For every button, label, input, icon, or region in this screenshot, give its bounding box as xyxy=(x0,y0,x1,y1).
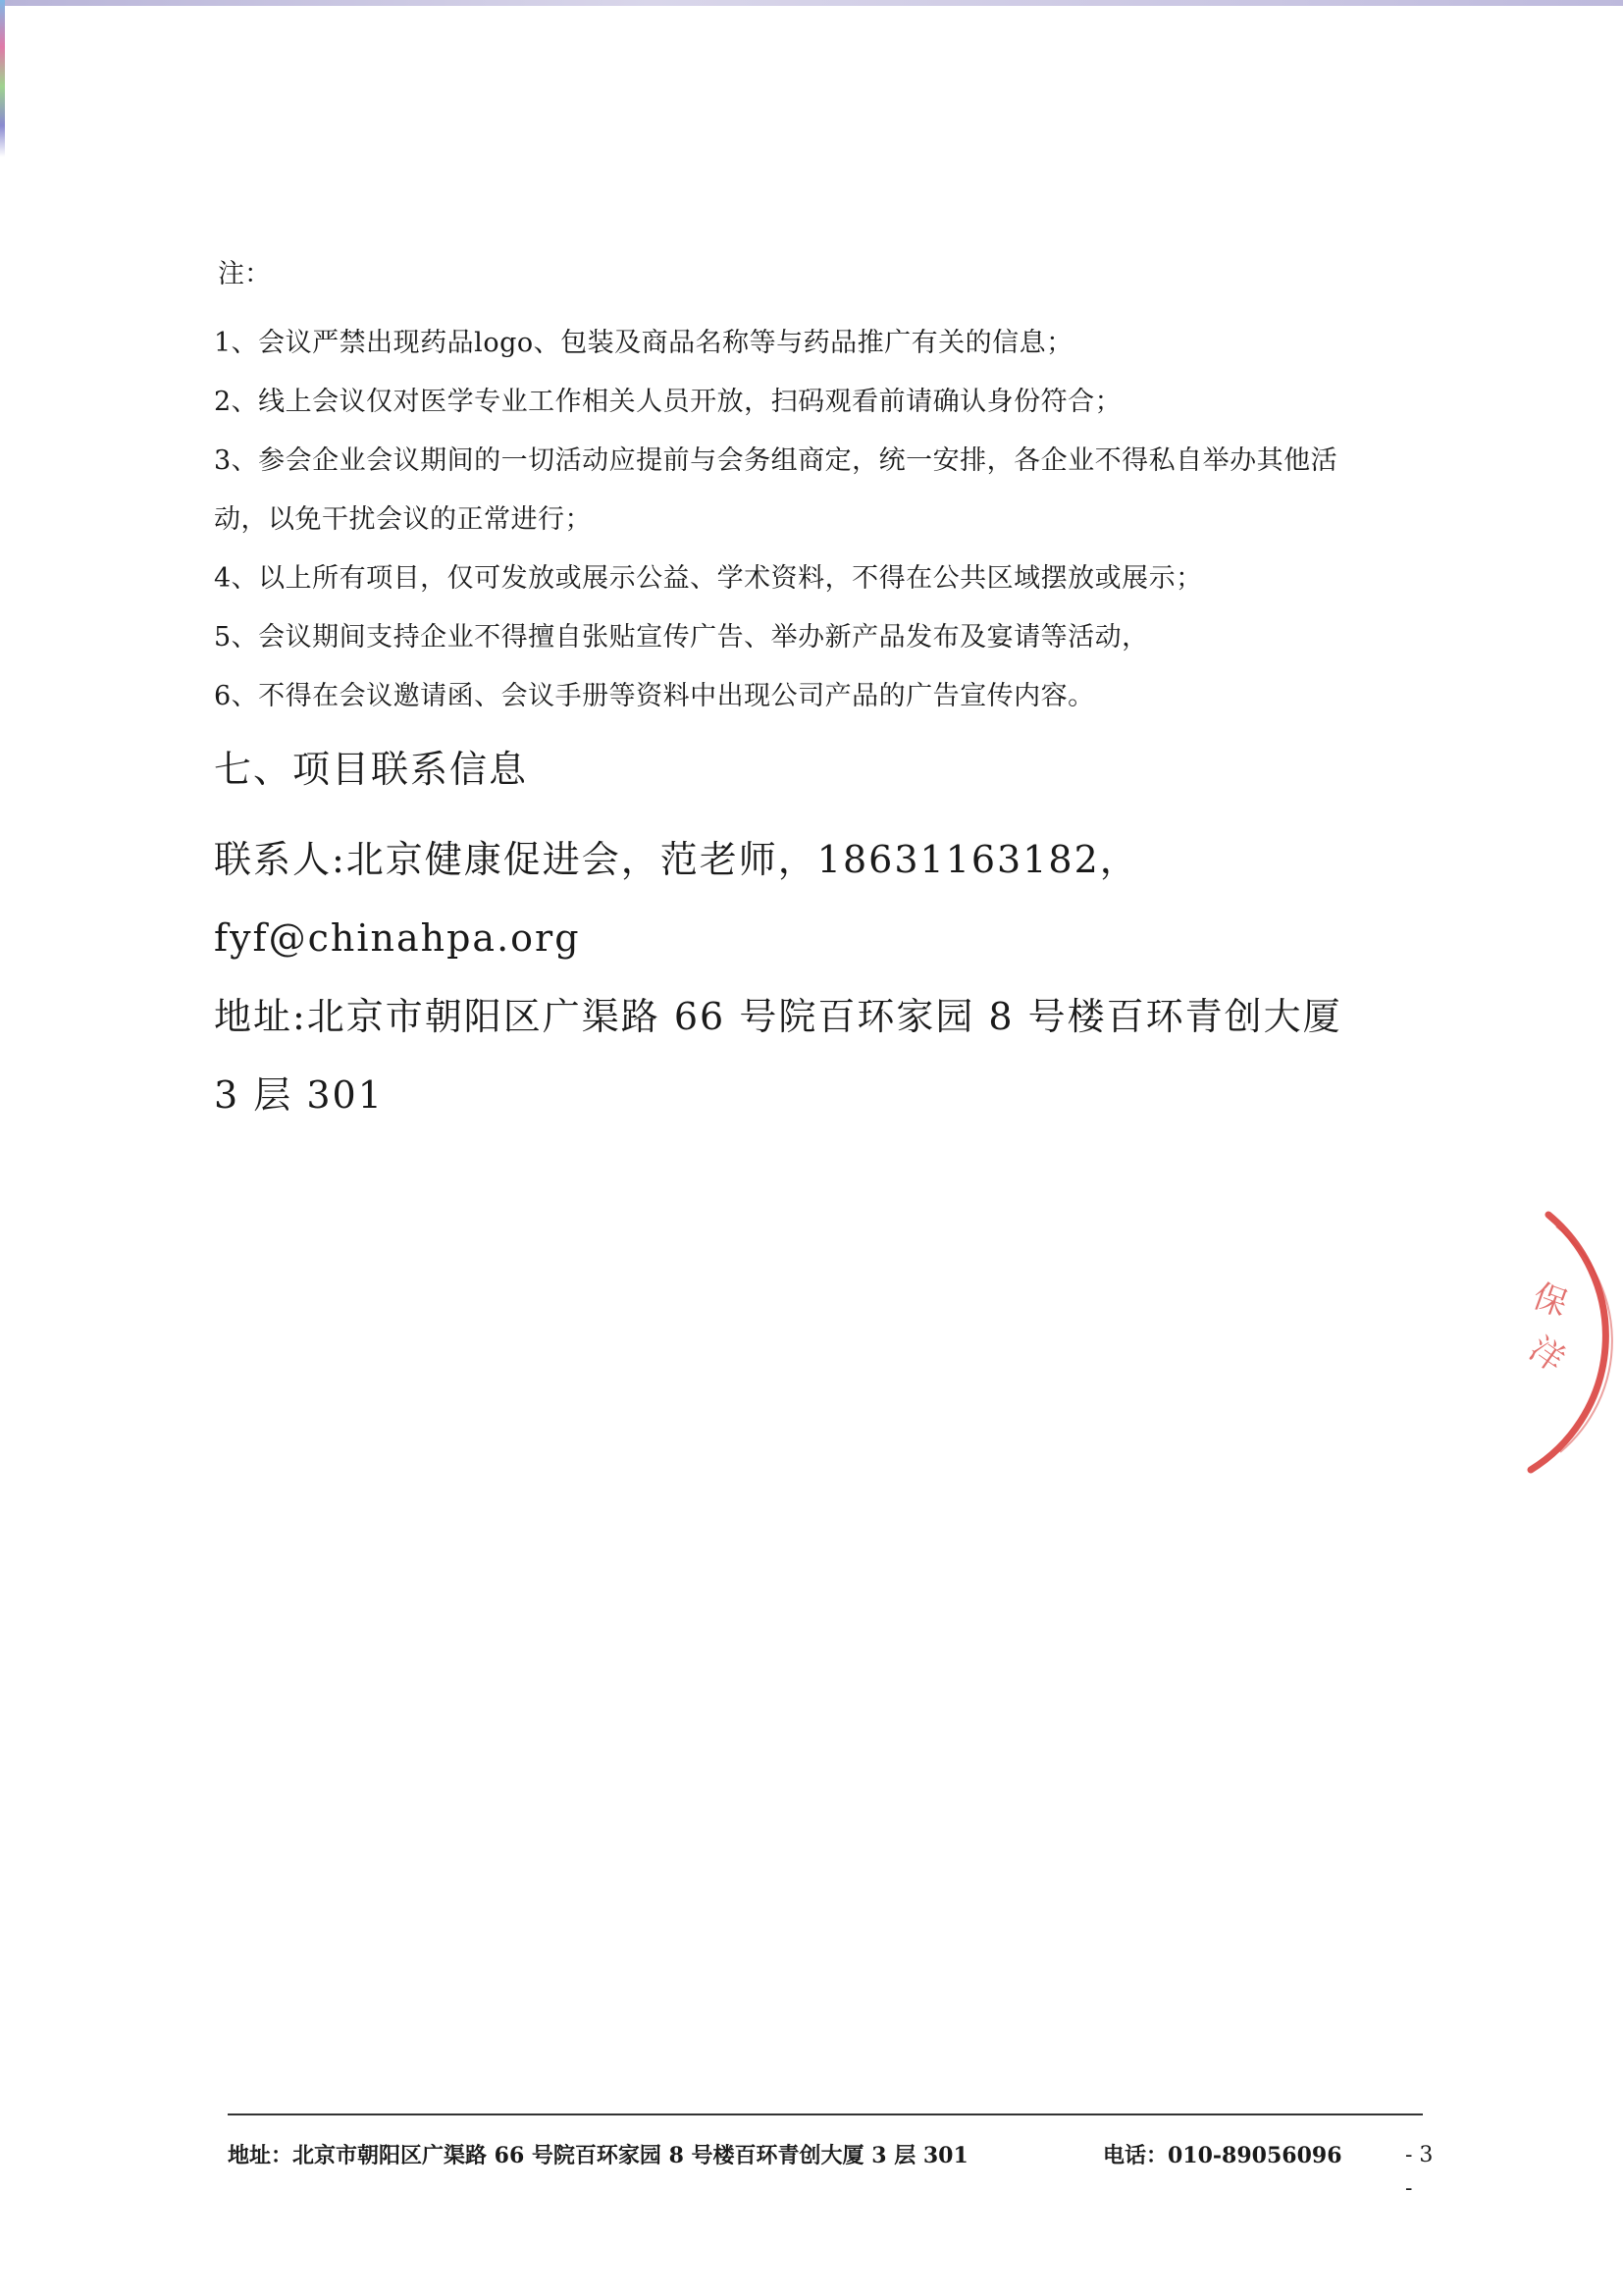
notes-heading: 注： xyxy=(218,259,271,289)
footer-phone: 电话：010-89056096 xyxy=(1103,2143,1342,2168)
contact-email: fyf@chinahpa.org xyxy=(214,916,581,960)
note-item: 动，以免干扰会议的正常进行； xyxy=(214,504,592,535)
page-number: - 3 - xyxy=(1405,2143,1434,2201)
note-item: 5、会议期间支持企业不得擅自张贴宣传广告、举办新产品发布及宴请等活动， xyxy=(214,622,1149,652)
svg-text:洋: 洋 xyxy=(1521,1329,1572,1381)
svg-text:保: 保 xyxy=(1527,1276,1573,1326)
contact-person: 联系人:北京健康促进会，范老师，18631163182， xyxy=(214,838,1139,881)
contact-info xyxy=(214,820,1460,1134)
contact-address-cont: 3 层 301 xyxy=(214,1073,384,1117)
footer-divider xyxy=(228,2113,1423,2115)
section-heading-contact: 七、项目联系信息 xyxy=(214,748,529,791)
scan-edge-top xyxy=(0,0,1623,6)
note-item: 3、参会企业会议期间的一切活动应提前与会务组商定，统一安排，各企业不得私自举办其他活 xyxy=(214,445,1338,476)
note-item: 4、以上所有项目，仅可发放或展示公益、学术资料，不得在公共区域摆放或展示； xyxy=(214,563,1203,594)
contact-address: 地址:北京市朝阳区广渠路 66 号院百环家园 8 号楼百环青创大厦 xyxy=(214,995,1342,1038)
note-item: 2、线上会议仅对医学专业工作相关人员开放，扫码观看前请确认身份符合； xyxy=(214,387,1123,417)
scan-edge-left xyxy=(0,0,5,157)
notes-list xyxy=(214,314,1450,726)
page-footer xyxy=(228,2139,1444,2201)
note-item: 1、会议严禁出现药品logo、包装及商品名称等与药品推广有关的信息； xyxy=(214,328,1073,358)
note-item: 6、不得在会议邀请函、会议手册等资料中出现公司产品的广告宣传内容。 xyxy=(214,681,1095,711)
official-seal-stamp xyxy=(1501,1207,1623,1482)
footer-address: 地址：北京市朝阳区广渠路 66 号院百环家园 8 号楼百环青创大厦 3 层 301 xyxy=(228,2143,969,2168)
